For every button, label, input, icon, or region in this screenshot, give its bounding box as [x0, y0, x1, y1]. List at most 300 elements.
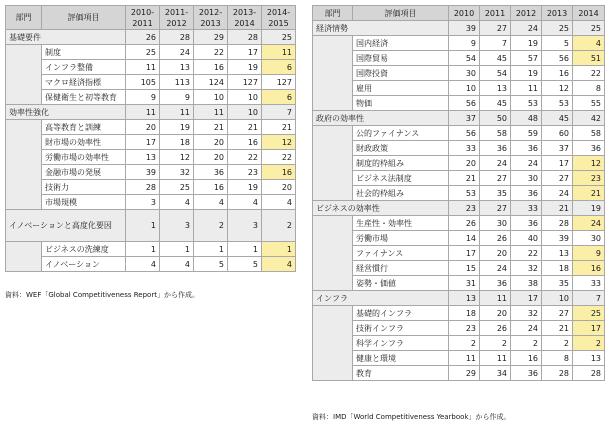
- header-year: 2014: [573, 6, 605, 21]
- rank-value: 2: [262, 210, 296, 242]
- rank-value: 20: [480, 306, 511, 321]
- rank-value: 36: [194, 165, 228, 180]
- item-row: [6, 75, 296, 90]
- rank-value: 21: [542, 321, 573, 336]
- header-year: 2012- 2013: [194, 6, 228, 30]
- rank-value: 1: [228, 242, 262, 257]
- category-spacer: [6, 195, 42, 210]
- header-year: 2013: [542, 6, 573, 21]
- rank-value: 30: [573, 231, 605, 246]
- rank-value: 4: [573, 36, 605, 51]
- rank-value: 24: [160, 45, 194, 60]
- category-row: [6, 210, 296, 242]
- rank-value: 19: [160, 120, 194, 135]
- rank-value: 10: [228, 90, 262, 105]
- category-label: インフラ: [313, 291, 449, 306]
- rank-value: 17: [542, 156, 573, 171]
- item-row: [313, 351, 605, 366]
- rank-value: 25: [262, 30, 296, 45]
- rank-value: 60: [542, 126, 573, 141]
- category-label: 経済情勢: [313, 21, 449, 36]
- rank-value: 39: [126, 165, 160, 180]
- rank-value: 11: [262, 45, 296, 60]
- item-label: 労働市場の効率性: [42, 150, 126, 165]
- rank-value: 15: [449, 261, 480, 276]
- rank-value: 10: [449, 81, 480, 96]
- header-item: 評価項目: [353, 6, 449, 21]
- rank-value: 36: [573, 141, 605, 156]
- rank-value: 20: [194, 135, 228, 150]
- rank-value: 7: [262, 105, 296, 120]
- category-spacer: [313, 66, 353, 81]
- category-spacer: [6, 165, 42, 180]
- rank-value: 19: [228, 60, 262, 75]
- rank-value: 25: [573, 306, 605, 321]
- rank-value: 9: [573, 246, 605, 261]
- rank-value: 54: [449, 51, 480, 66]
- rank-value: 4: [228, 195, 262, 210]
- rank-value: 32: [160, 165, 194, 180]
- rank-value: 55: [573, 96, 605, 111]
- rank-value: 57: [511, 51, 542, 66]
- item-label: 国際投資: [353, 66, 449, 81]
- rank-value: 36: [511, 216, 542, 231]
- rank-value: 127: [262, 75, 296, 90]
- item-row: [313, 231, 605, 246]
- rank-value: 16: [194, 180, 228, 195]
- rank-value: 21: [228, 120, 262, 135]
- rank-value: 11: [480, 291, 511, 306]
- rank-value: 2: [511, 336, 542, 351]
- rank-value: 1: [126, 242, 160, 257]
- item-label: 金融市場の発展: [42, 165, 126, 180]
- category-spacer: [6, 90, 42, 105]
- rank-value: 36: [480, 141, 511, 156]
- rank-value: 33: [511, 201, 542, 216]
- rank-value: 10: [542, 291, 573, 306]
- rank-value: 27: [480, 171, 511, 186]
- rank-value: 4: [262, 195, 296, 210]
- category-spacer: [313, 81, 353, 96]
- rank-value: 13: [573, 351, 605, 366]
- rank-value: 58: [480, 126, 511, 141]
- category-spacer: [6, 75, 42, 90]
- rank-value: 21: [573, 186, 605, 201]
- category-label: ビジネスの効率性: [313, 201, 449, 216]
- table-body: [6, 30, 296, 272]
- rank-value: 16: [228, 135, 262, 150]
- rank-value: 30: [511, 171, 542, 186]
- header-category: 部門: [313, 6, 353, 21]
- rank-value: 1: [194, 242, 228, 257]
- rank-value: 37: [542, 141, 573, 156]
- item-row: [313, 126, 605, 141]
- rank-value: 39: [449, 21, 480, 36]
- category-row: [6, 30, 296, 45]
- category-spacer: [6, 45, 42, 60]
- category-spacer: [6, 60, 42, 75]
- header-row: [313, 6, 605, 21]
- category-label: イノベーションと高度化要因: [6, 210, 126, 242]
- rank-value: 26: [480, 231, 511, 246]
- rank-value: 24: [511, 156, 542, 171]
- rank-value: 19: [511, 66, 542, 81]
- rank-value: 5: [542, 36, 573, 51]
- item-row: [313, 366, 605, 381]
- item-label: 経営慣行: [353, 261, 449, 276]
- item-label: 教育: [353, 366, 449, 381]
- rank-value: 28: [126, 180, 160, 195]
- rank-value: 16: [194, 60, 228, 75]
- item-row: [313, 246, 605, 261]
- rank-value: 10: [194, 90, 228, 105]
- item-label: 労働市場: [353, 231, 449, 246]
- rank-value: 24: [511, 321, 542, 336]
- category-label: 効率性強化: [6, 105, 126, 120]
- rank-value: 31: [449, 276, 480, 291]
- rank-value: 12: [262, 135, 296, 150]
- category-spacer: [313, 171, 353, 186]
- item-label: ビジネス法制度: [353, 171, 449, 186]
- rank-value: 22: [573, 66, 605, 81]
- rank-value: 11: [511, 81, 542, 96]
- rank-value: 1: [160, 242, 194, 257]
- rank-value: 11: [194, 105, 228, 120]
- rank-value: 1: [126, 210, 160, 242]
- category-spacer: [6, 135, 42, 150]
- rank-value: 21: [262, 120, 296, 135]
- category-spacer: [313, 336, 353, 351]
- item-row: [6, 257, 296, 272]
- rank-value: 13: [449, 291, 480, 306]
- rank-value: 23: [573, 171, 605, 186]
- item-label: 基礎的インフラ: [353, 306, 449, 321]
- rank-value: 8: [542, 351, 573, 366]
- rank-value: 2: [573, 336, 605, 351]
- rank-value: 17: [573, 321, 605, 336]
- rank-value: 12: [160, 150, 194, 165]
- rank-value: 24: [511, 21, 542, 36]
- item-row: [313, 261, 605, 276]
- rank-value: 32: [511, 306, 542, 321]
- rank-value: 39: [542, 231, 573, 246]
- rank-value: 11: [449, 351, 480, 366]
- rank-value: 23: [228, 165, 262, 180]
- item-label: 国際貿易: [353, 51, 449, 66]
- rank-value: 17: [126, 135, 160, 150]
- rank-value: 59: [511, 126, 542, 141]
- rank-value: 18: [160, 135, 194, 150]
- item-row: [6, 165, 296, 180]
- item-label: 高等教育と訓練: [42, 120, 126, 135]
- item-label: 技術力: [42, 180, 126, 195]
- category-spacer: [313, 321, 353, 336]
- wef-ranking-table: [5, 5, 296, 272]
- rank-value: 29: [449, 366, 480, 381]
- rank-value: 11: [126, 60, 160, 75]
- rank-value: 27: [480, 21, 511, 36]
- rank-value: 29: [194, 30, 228, 45]
- rank-value: 33: [449, 141, 480, 156]
- rank-value: 3: [228, 210, 262, 242]
- category-row: [313, 111, 605, 126]
- rank-value: 18: [449, 306, 480, 321]
- item-label: 雇用: [353, 81, 449, 96]
- rank-value: 127: [228, 75, 262, 90]
- rank-value: 56: [449, 126, 480, 141]
- rank-value: 2: [194, 210, 228, 242]
- rank-value: 24: [480, 261, 511, 276]
- rank-value: 17: [511, 291, 542, 306]
- rank-value: 12: [573, 156, 605, 171]
- item-row: [6, 242, 296, 257]
- item-label: 健康と環境: [353, 351, 449, 366]
- item-row: [313, 216, 605, 231]
- rank-value: 53: [449, 186, 480, 201]
- item-label: 市場規模: [42, 195, 126, 210]
- rank-value: 9: [126, 90, 160, 105]
- rank-value: 24: [573, 216, 605, 231]
- rank-value: 3: [126, 195, 160, 210]
- item-row: [313, 81, 605, 96]
- rank-value: 1: [262, 242, 296, 257]
- rank-value: 11: [480, 351, 511, 366]
- rank-value: 23: [449, 201, 480, 216]
- item-row: [313, 96, 605, 111]
- rank-value: 19: [511, 36, 542, 51]
- imd-ranking-table: [312, 5, 605, 381]
- rank-value: 20: [480, 246, 511, 261]
- item-row: [313, 141, 605, 156]
- header-year: 2010- 2011: [126, 6, 160, 30]
- rank-value: 4: [194, 195, 228, 210]
- category-row: [313, 201, 605, 216]
- item-label: 姿勢・価値: [353, 276, 449, 291]
- rank-value: 17: [449, 246, 480, 261]
- rank-value: 2: [449, 336, 480, 351]
- category-spacer: [313, 366, 353, 381]
- category-spacer: [313, 156, 353, 171]
- item-label: マクロ経済指標: [42, 75, 126, 90]
- header-category: 部門: [6, 6, 42, 30]
- header-year: 2014- 2015: [262, 6, 296, 30]
- item-label: 生産性・効率性: [353, 216, 449, 231]
- rank-value: 53: [542, 96, 573, 111]
- rank-value: 8: [573, 81, 605, 96]
- header-row: [6, 6, 296, 30]
- rank-value: 17: [228, 45, 262, 60]
- rank-value: 45: [480, 51, 511, 66]
- item-label: 保健衛生と初等教育: [42, 90, 126, 105]
- rank-value: 27: [480, 201, 511, 216]
- rank-value: 22: [194, 45, 228, 60]
- rank-value: 21: [194, 120, 228, 135]
- item-row: [6, 195, 296, 210]
- item-row: [313, 336, 605, 351]
- rank-value: 26: [449, 216, 480, 231]
- category-spacer: [313, 351, 353, 366]
- rank-value: 3: [160, 210, 194, 242]
- rank-value: 10: [228, 105, 262, 120]
- rank-value: 4: [262, 257, 296, 272]
- category-spacer: [313, 141, 353, 156]
- rank-value: 23: [449, 321, 480, 336]
- rank-value: 22: [262, 150, 296, 165]
- rank-value: 20: [126, 120, 160, 135]
- table-body: [313, 21, 605, 381]
- category-row: [313, 291, 605, 306]
- rank-value: 30: [449, 66, 480, 81]
- item-row: [313, 51, 605, 66]
- header-year: 2011: [480, 6, 511, 21]
- item-row: [313, 171, 605, 186]
- rank-value: 16: [542, 66, 573, 81]
- item-label: 科学インフラ: [353, 336, 449, 351]
- rank-value: 22: [511, 246, 542, 261]
- item-row: [6, 45, 296, 60]
- rank-value: 11: [126, 105, 160, 120]
- rank-value: 35: [480, 186, 511, 201]
- rank-value: 32: [511, 261, 542, 276]
- rank-value: 13: [480, 81, 511, 96]
- item-label: 物価: [353, 96, 449, 111]
- rank-value: 28: [228, 30, 262, 45]
- rank-value: 12: [542, 81, 573, 96]
- rank-value: 7: [573, 291, 605, 306]
- rank-value: 28: [542, 366, 573, 381]
- item-row: [313, 36, 605, 51]
- category-row: [6, 105, 296, 120]
- rank-value: 30: [480, 216, 511, 231]
- category-spacer: [313, 126, 353, 141]
- item-row: [6, 180, 296, 195]
- rank-value: 42: [573, 111, 605, 126]
- rank-value: 27: [542, 171, 573, 186]
- item-label: 制度的枠組み: [353, 156, 449, 171]
- rank-value: 36: [511, 186, 542, 201]
- rank-value: 48: [511, 111, 542, 126]
- item-label: 財政政策: [353, 141, 449, 156]
- item-row: [313, 156, 605, 171]
- rank-value: 19: [573, 201, 605, 216]
- rank-value: 13: [126, 150, 160, 165]
- category-spacer: [313, 246, 353, 261]
- item-label: 技術インフラ: [353, 321, 449, 336]
- item-row: [6, 120, 296, 135]
- item-label: イノベーション: [42, 257, 126, 272]
- rank-value: 2: [542, 336, 573, 351]
- rank-value: 13: [542, 246, 573, 261]
- rank-value: 38: [511, 276, 542, 291]
- rank-value: 40: [511, 231, 542, 246]
- rank-value: 25: [160, 180, 194, 195]
- header-year: 2012: [511, 6, 542, 21]
- category-spacer: [313, 36, 353, 51]
- rank-value: 25: [126, 45, 160, 60]
- category-spacer: [313, 216, 353, 231]
- rank-value: 6: [262, 60, 296, 75]
- category-spacer: [313, 96, 353, 111]
- rank-value: 19: [228, 180, 262, 195]
- rank-value: 34: [480, 366, 511, 381]
- header-year: 2010: [449, 6, 480, 21]
- rank-value: 20: [194, 150, 228, 165]
- rank-value: 5: [228, 257, 262, 272]
- category-spacer: [313, 51, 353, 66]
- category-row: [313, 21, 605, 36]
- rank-value: 51: [573, 51, 605, 66]
- category-spacer: [6, 257, 42, 272]
- rank-value: 36: [480, 276, 511, 291]
- header-year: 2011- 2012: [160, 6, 194, 30]
- category-label: 政府の効率性: [313, 111, 449, 126]
- rank-value: 56: [542, 51, 573, 66]
- category-spacer: [313, 261, 353, 276]
- category-spacer: [313, 231, 353, 246]
- item-row: [313, 321, 605, 336]
- source-note: 資料：IMD「World Competitiveness Yearbook」から作成。: [312, 413, 511, 421]
- category-spacer: [6, 150, 42, 165]
- item-label: インフラ整備: [42, 60, 126, 75]
- rank-value: 105: [126, 75, 160, 90]
- rank-value: 6: [262, 90, 296, 105]
- category-spacer: [6, 120, 42, 135]
- rank-value: 26: [126, 30, 160, 45]
- rank-value: 56: [449, 96, 480, 111]
- category-spacer: [313, 306, 353, 321]
- rank-value: 28: [542, 216, 573, 231]
- rank-value: 28: [160, 30, 194, 45]
- rank-value: 4: [160, 257, 194, 272]
- rank-value: 22: [228, 150, 262, 165]
- rank-value: 25: [542, 21, 573, 36]
- item-label: ビジネスの洗練度: [42, 242, 126, 257]
- rank-value: 16: [573, 261, 605, 276]
- item-row: [313, 66, 605, 81]
- rank-value: 58: [573, 126, 605, 141]
- rank-value: 25: [573, 21, 605, 36]
- rank-value: 28: [573, 366, 605, 381]
- rank-value: 54: [480, 66, 511, 81]
- rank-value: 26: [480, 321, 511, 336]
- rank-value: 36: [511, 366, 542, 381]
- rank-value: 11: [160, 105, 194, 120]
- item-row: [6, 135, 296, 150]
- item-row: [6, 60, 296, 75]
- rank-value: 33: [573, 276, 605, 291]
- item-row: [6, 150, 296, 165]
- rank-value: 27: [542, 306, 573, 321]
- category-spacer: [6, 242, 42, 257]
- item-label: 制度: [42, 45, 126, 60]
- rank-value: 20: [449, 156, 480, 171]
- item-label: ファイナンス: [353, 246, 449, 261]
- item-label: 国内経済: [353, 36, 449, 51]
- item-label: 公的ファイナンス: [353, 126, 449, 141]
- rank-value: 14: [449, 231, 480, 246]
- header-year: 2013- 2014: [228, 6, 262, 30]
- rank-value: 20: [262, 180, 296, 195]
- rank-value: 113: [160, 75, 194, 90]
- rank-value: 5: [194, 257, 228, 272]
- rank-value: 24: [480, 156, 511, 171]
- rank-value: 50: [480, 111, 511, 126]
- category-label: 基礎要件: [6, 30, 126, 45]
- rank-value: 7: [480, 36, 511, 51]
- category-spacer: [6, 180, 42, 195]
- item-label: 財市場の効率性: [42, 135, 126, 150]
- rank-value: 37: [449, 111, 480, 126]
